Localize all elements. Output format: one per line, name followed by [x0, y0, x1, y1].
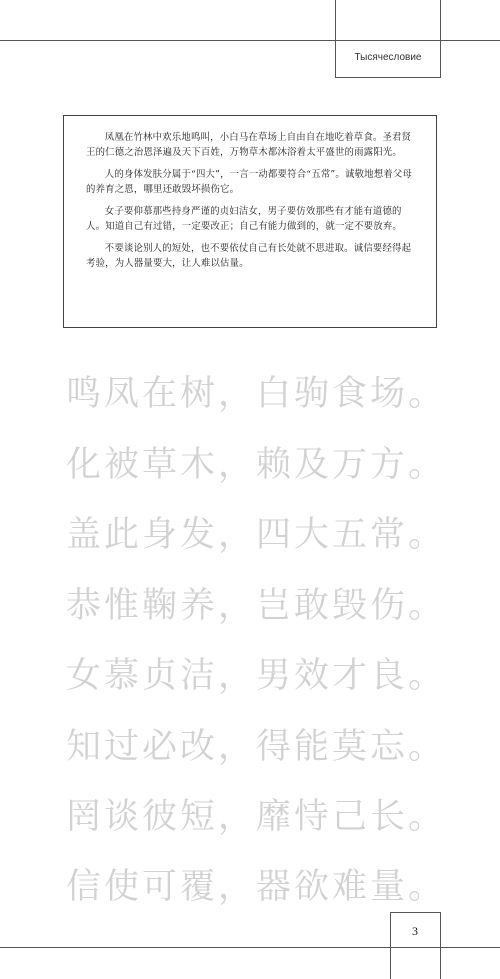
paragraph: 人的身体发肤分属于“四大”，一言一动都要符合“五常”。诚敬地想着父母的养育之恩，哪里还敢毁坏损伤它。 [86, 169, 413, 195]
header-right-vertical-rule [440, 0, 441, 78]
practice-line: 恭惟鞠养，岂敢毁伤。 [66, 586, 447, 626]
header-bottom-rule [335, 77, 441, 78]
footer-right-vertical-rule [440, 912, 441, 979]
footer-bottom-rule [0, 947, 500, 948]
practice-line: 化被草木，赖及万方。 [66, 445, 447, 485]
practice-line: 信使可覆，器欲难量。 [66, 867, 447, 907]
running-header-title: Тысячесловие [354, 52, 422, 63]
practice-line: 盖此身发，四大五常。 [66, 515, 447, 555]
header-top-rule [0, 40, 500, 41]
paragraph: 凤凰在竹林中欢乐地鸣叫，小白马在草场上自由自在地吃着草食。圣君贤王的仁德之治恩泽遍及天下百姓，万物草木都沐浴着太平盛世的雨露阳光。 [86, 132, 412, 158]
practice-line: 鸣凤在树，白驹食场。 [66, 374, 447, 414]
translation-text-box [63, 115, 437, 328]
practice-line: 罔谈彼短，靡恃己长。 [66, 797, 447, 837]
footer-left-vertical-rule [390, 912, 391, 979]
practice-line: 女慕贞洁，男效才良。 [66, 656, 447, 696]
paragraph: 不要谈论别人的短处，也不要依仗自己有长处就不思进取。诚信要经得起考验，为人器量要大，让人难以估量。 [86, 243, 412, 269]
paragraph: 女子要仰慕那些持身严谨的贞妇洁女，男子要仿效那些有才能有道德的人。知道自己有过错，一定要改正；自己有能力做到的，就一定不要放弃。 [86, 206, 402, 232]
page-number: 3 [412, 924, 418, 938]
footer-top-rule [390, 912, 441, 913]
practice-line: 知过必改，得能莫忘。 [66, 727, 447, 767]
header-left-vertical-rule [335, 0, 336, 78]
